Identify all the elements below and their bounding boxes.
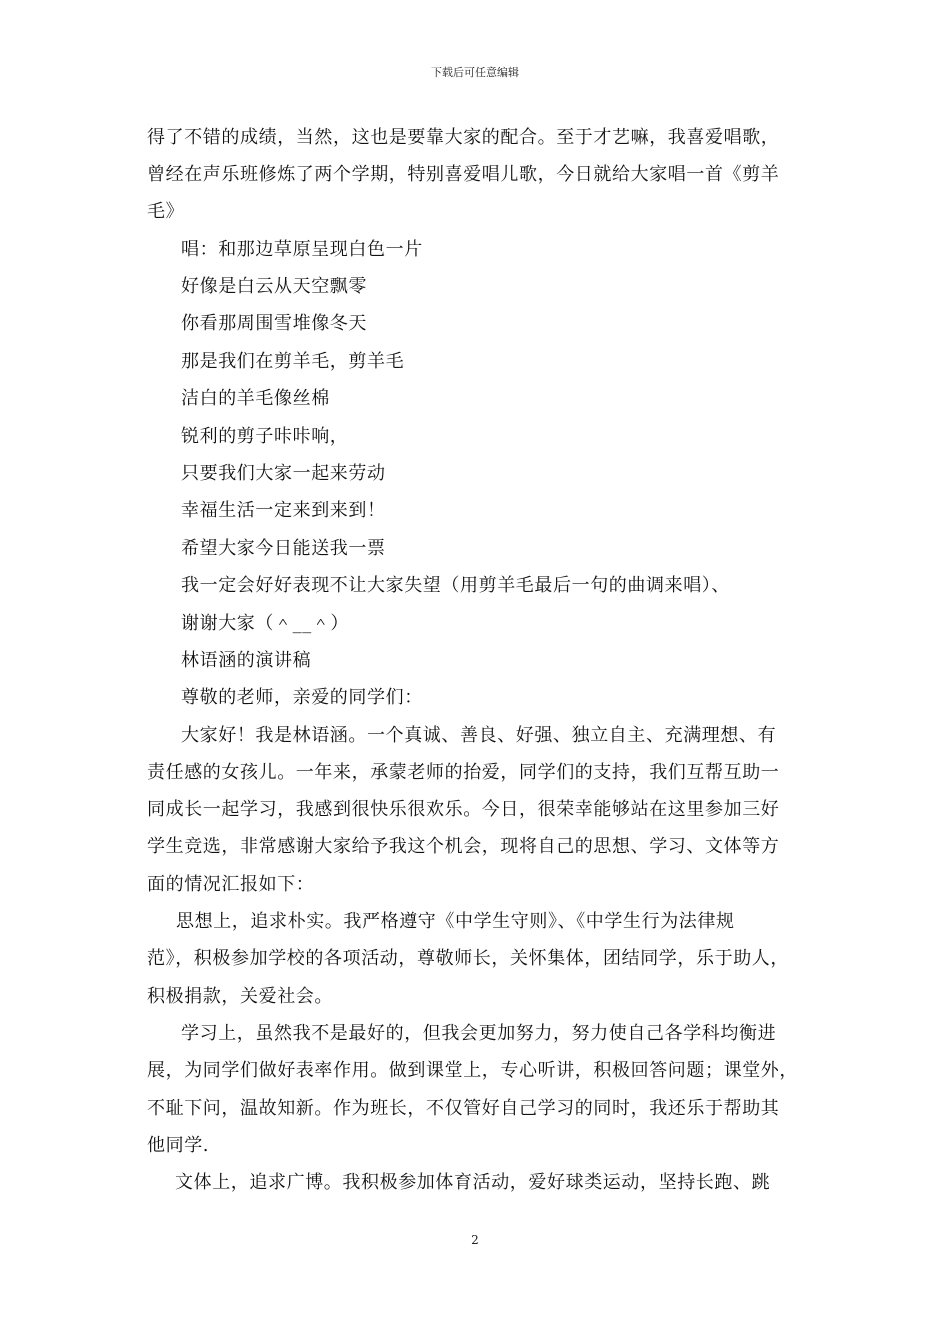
- lyric-line: 我一定会好好表现不让大家失望（用剪羊毛最后一句的曲调来唱）、: [181, 575, 730, 596]
- page-header-note: 下载后可任意编辑: [431, 66, 519, 79]
- lyric-line: 幸福生活一定来到来到！: [181, 500, 386, 521]
- paragraph-line: 得了不错的成绩，当然，这也是要靠大家的配合。至于才艺嘛，我喜爱唱歌，: [147, 127, 780, 148]
- lyric-line: 唱：和那边草原呈现白色一片: [181, 239, 423, 260]
- lyric-line: 锐利的剪子咔咔响，: [181, 426, 349, 447]
- paragraph-line: 展，为同学们做好表率作用。做到课堂上，专心听讲，积极回答问题；课堂外，: [147, 1060, 798, 1081]
- paragraph-line: 学习上，虽然我不是最好的，但我会更加努力，努力使自己各学科均衡进: [181, 1023, 777, 1044]
- paragraph-line: 思想上，追求朴实。我严格遵守《中学生守则》、《中学生行为法律规: [176, 911, 735, 932]
- lyric-line: 好像是白云从天空飘零: [181, 276, 367, 297]
- paragraph-line: 责任感的女孩儿。一年来，承蒙老师的抬爱，同学们的支持，我们互帮互助一: [147, 762, 780, 783]
- paragraph-line: 范》，积极参加学校的各项活动，尊敬师长，关怀集体，团结同学，乐于助人，: [147, 948, 789, 969]
- paragraph-line: 同成长一起学习，我感到很快乐很欢乐。今日，很荣幸能够站在这里参加三好: [147, 799, 780, 820]
- paragraph-line: 曾经在声乐班修炼了两个学期，特别喜爱唱儿歌，今日就给大家唱一首《剪羊: [147, 164, 780, 185]
- paragraph-line: 积极捐款，关爱社会。: [147, 986, 333, 1007]
- lyric-line: 你看那周围雪堆像冬天: [181, 313, 367, 334]
- page-number: 2: [471, 1233, 479, 1247]
- lyric-line: 洁白的羊毛像丝棉: [181, 388, 330, 409]
- paragraph-line: 毛》: [147, 201, 185, 222]
- paragraph-line: 面的情况汇报如下：: [147, 874, 315, 895]
- paragraph-line: 他同学.: [147, 1135, 210, 1156]
- salutation: 尊敬的老师，亲爱的同学们：: [181, 687, 423, 708]
- lyric-line: 那是我们在剪羊毛，剪羊毛: [181, 351, 405, 372]
- paragraph-line: 大家好！我是林语涵。一个真诚、善良、好强、独立自主、充满理想、有: [181, 725, 777, 746]
- speech-title: 林语涵的演讲稿: [181, 650, 312, 671]
- paragraph-line: 学生竞选，非常感谢大家给予我这个机会，现将自己的思想、学习、文体等方: [147, 836, 780, 857]
- lyric-line: 只要我们大家一起来劳动: [181, 463, 386, 484]
- paragraph-line: 不耻下问，温故知新。作为班长，不仅管好自己学习的同时，我还乐于帮助其: [147, 1098, 780, 1119]
- lyric-line: 希望大家今日能送我一票: [181, 538, 386, 559]
- lyric-line: 谢谢大家（＾__＾）: [181, 613, 349, 634]
- paragraph-line: 文体上，追求广博。我积极参加体育活动，爱好球类运动，坚持长跑、跳: [175, 1172, 771, 1193]
